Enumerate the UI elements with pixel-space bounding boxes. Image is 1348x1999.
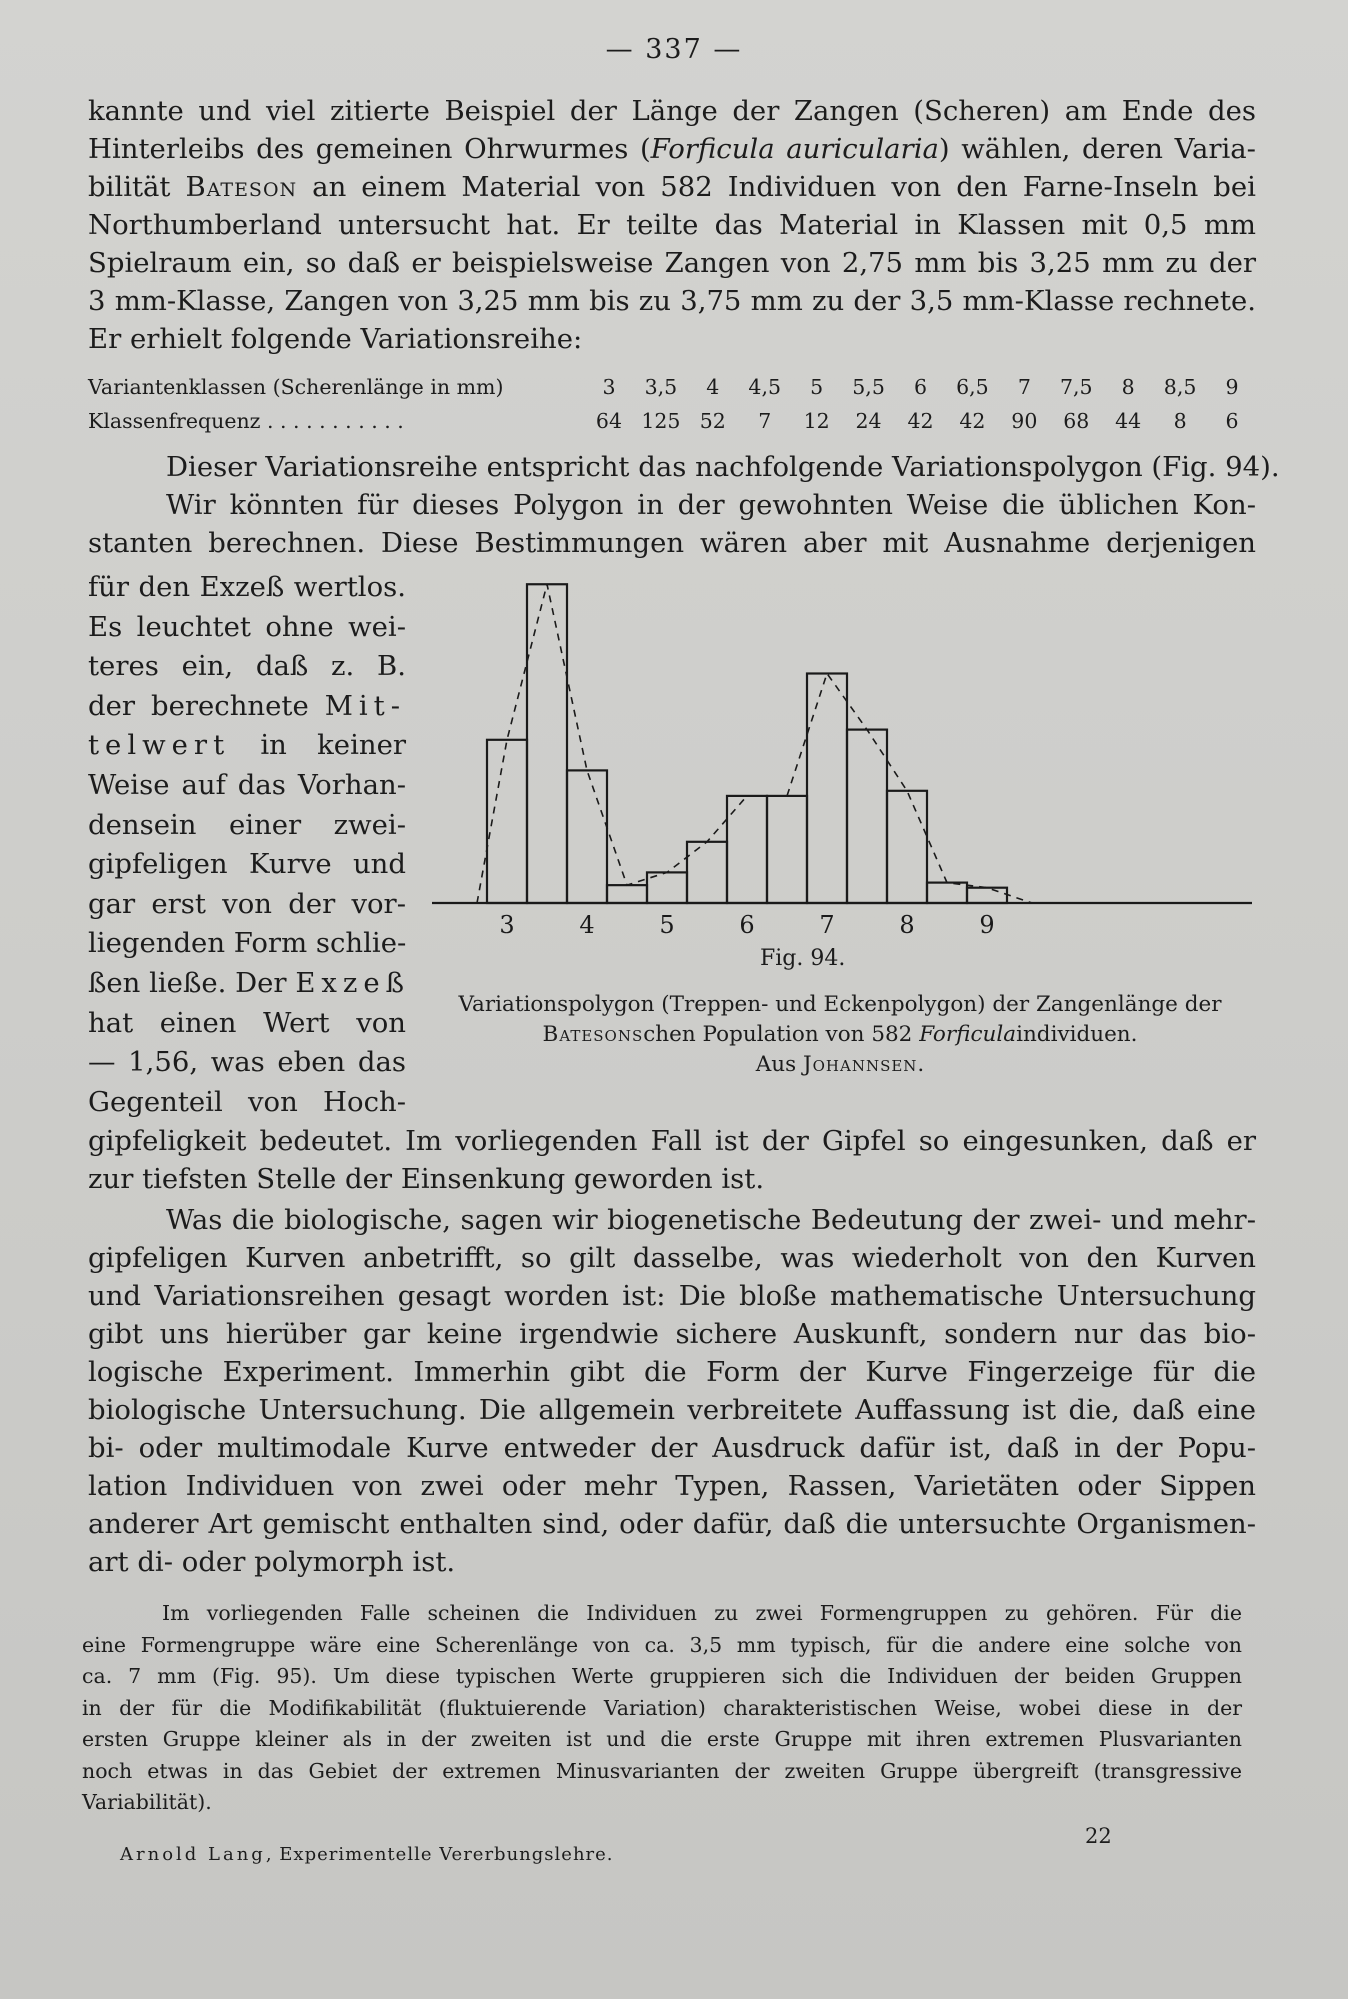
text-line: für den Exzeß wertlos. [88,571,406,603]
text-line: ersten Gruppe kleiner als in der zweiten ist und die erste Gruppe mit ihren extremen Plusvarianten [82,1727,1242,1751]
table-cell-class: 5,5 [852,375,885,399]
table-cell-frequency: 125 [641,409,681,433]
text-line: bilität Bateson an einem Material von 582 Individuen von den Farne-Inseln bei [88,171,1256,203]
page-number: — 337 — [605,34,743,65]
x-tick-label: 4 [579,911,595,939]
table-cell-frequency: 42 [959,409,986,433]
paragraph-small-print [82,1598,1242,1819]
text-line: art di- oder polymorph ist. [88,1546,456,1578]
table-cell-frequency: 90 [1011,409,1038,433]
text-line: Hinterleibs des gemeinen Ohrwurmes (Forficula auricularia) wählen, deren Varia- [88,133,1256,165]
text-line: biologische Untersuchung. Die allgemein verbreitete Auffassung ist die, daß eine [88,1394,1256,1426]
frequency-polygon-line [477,584,1032,903]
author-name: Bateson [185,171,298,203]
text-line: lation Individuen von zwei oder mehr Typen, Rassen, Varietäten oder Sippen [88,1470,1256,1502]
term-exzess: Exzeß [295,966,411,999]
table-cell-class: 7 [1017,375,1031,399]
text-line: noch etwas in das Gebiet der extremen Minusvarianten der zweiten Gruppe übergreift (transgressive [82,1758,1242,1783]
text-line: der berechnete Mit- [88,689,406,722]
table-cell-class: 4,5 [748,375,782,399]
text-line: ca. 7 mm (Fig. 95). Um diese typischen Werte gruppieren sich die Individuen der beiden Gruppen [82,1664,1242,1688]
text-line: telwert in keiner [88,729,406,762]
variation-polygon-figure [432,580,1252,939]
histogram-bar [687,842,727,903]
table-cell-class: 6 [913,375,928,399]
table-cell-class: 9 [1225,375,1239,399]
text-line: Wir könnten für dieses Polygon in der gewohnten Weise die üblichen Kon- [166,489,1256,521]
table-cell-class: 6,5 [956,375,989,399]
table-cell-class: 5 [810,375,824,399]
table-cell-class: 8,5 [1163,375,1197,399]
table-cell-frequency: 6 [1225,409,1239,433]
text-line: in der für die Modifikabilität (fluktuierende Variation) charakteristischen Weise, wobei diese in der [82,1695,1242,1720]
text-line: hat einen Wert von [88,1006,406,1039]
histogram-bar [607,885,647,903]
table-cell-frequency: 12 [803,409,830,433]
x-tick-label: 7 [819,911,835,939]
text-line: 3 mm-Klasse, Zangen von 3,25 mm bis zu 3,75 mm zu der 3,5 mm-Klasse rechnete. [88,285,1256,317]
text-line: zur tiefsten Stelle der Einsenkung geworden ist. [88,1163,765,1195]
text-line: stanten berechnen. Diese Bestimmungen wären aber mit Ausnahme derjenigen [88,527,1256,559]
term-mittelwert: Mit- [324,689,406,722]
x-tick-label: 3 [499,911,515,939]
text-line: Weise auf das Vorhan- [88,768,406,801]
table-cell-frequency: 68 [1063,409,1090,433]
text-line: teres ein, daß z. B. [88,650,406,683]
running-footer: Arnold Lang, Experimentelle Vererbungslehre. [120,1844,614,1865]
text-line: Northumberland untersucht hat. Er teilte das Material in Klassen mit 0,5 mm [88,209,1256,241]
table-cell-class: 3 [602,375,616,399]
paragraph-left-column [88,568,411,1122]
histogram-bar [767,796,807,903]
table-row-classes [88,370,1258,404]
text-line: liegenden Form schlie- [88,927,407,960]
term-mittelwert: telwert [88,729,231,762]
table-cell-frequency: 42 [907,409,934,433]
text-line: gar erst von der vor- [88,887,406,920]
caption-line: Batesonschen Population von 582 Forficulaindividuen. [542,1022,1138,1047]
text-line: und Variationsreihen gesagt worden ist: Die bloße mathematische Untersuchung [88,1280,1256,1312]
text-line: gipfeligen Kurven anbetrifft, so gilt dasselbe, was wiederholt von den Kurven [88,1242,1256,1274]
text-line: Im vorliegenden Falle scheinen die Individuen zu zwei Formengruppen zu gehören. Für die [162,1601,1242,1625]
text-line: Was die biologische, sagen wir biogenetische Bedeutung der zwei- und mehr- [166,1204,1256,1236]
text-line: kannte und viel zitierte Beispiel der Länge der Zangen (Scheren) am Ende des [88,95,1256,127]
table-cell-frequency: 44 [1115,409,1142,433]
sheet-number: 22 [1085,1824,1112,1848]
x-tick-label: 6 [739,911,755,939]
caption-line: Variationspolygon (Treppen- und Eckenpolygon) der Zangenlänge der [458,992,1222,1017]
histogram-bar [847,730,887,903]
text-line: gipfeligkeit bedeutet. Im vorliegenden Fall ist der Gipfel so eingesunken, daß er [88,1125,1256,1157]
paragraph-continuation [88,1122,1256,1198]
histogram-bar [567,770,607,903]
variation-table [88,370,1258,438]
text-line: Spielraum ein, so daß er beispielsweise Zangen von 2,75 mm bis 3,25 mm zu der [88,247,1256,279]
histogram-bar [807,674,847,904]
x-tick-label: 5 [659,911,675,939]
text-line: ßen ließe. Der Exzeß [88,966,411,999]
histogram-bar [887,791,927,903]
paragraph-polygon [88,448,1280,562]
histogram-bar [527,584,567,903]
paragraph-intro [88,92,1256,358]
text-line: eine Formengruppe wäre eine Scherenlänge von ca. 3,5 mm typisch, für die andere eine solche von [82,1632,1242,1657]
text-line: Dieser Variationsreihe entspricht das nachfolgende Variationspolygon (Fig. 94). [166,451,1280,483]
row-label: Variantenklassen (Scherenlänge in mm) [88,375,504,399]
text-line: gipfeligen Kurve und [88,848,406,881]
figure-label: Fig. 94. [760,946,846,971]
text-line: densein einer zwei- [88,808,406,841]
table-cell-class: 4 [706,375,720,399]
text-line: gibt uns hierüber gar keine irgendwie sichere Auskunft, sondern nur das bio- [88,1318,1256,1350]
text-line: Variabilität). [82,1790,212,1814]
text-line: — 1,56, was eben das [88,1046,406,1079]
table-row-frequencies [88,404,1258,438]
text-line: Gegenteil von Hoch- [88,1085,406,1118]
table-cell-frequency: 7 [758,409,772,433]
text-line: Er erhielt folgende Variationsreihe: [88,323,583,355]
histogram-bar [967,888,1007,903]
histogram-bar [927,883,967,903]
text-line: bi- oder multimodale Kurve entweder der Ausdruck dafür ist, daß in der Popu- [88,1432,1256,1464]
histogram-bar [487,740,527,903]
table-cell-class: 7,5 [1059,375,1093,399]
paragraph-biological [88,1201,1256,1581]
text-line: logische Experiment. Immerhin gibt die Form der Kurve Fingerzeige für die [88,1356,1256,1388]
table-cell-frequency: 24 [855,409,882,433]
x-tick-label: 8 [899,911,915,939]
table-cell-class: 3,5 [644,375,678,399]
table-cell-class: 8 [1121,375,1135,399]
caption-line: Aus Johannsen. [755,1052,925,1077]
text-line: anderer Art gemischt enthalten sind, oder dafür, daß die untersuchte Organismen- [88,1508,1256,1540]
text-line: Es leuchtet ohne wei- [88,610,406,643]
row-label: Klassenfrequenz . . . . . . . . . . . [88,409,404,433]
x-tick-label: 9 [979,911,995,939]
table-cell-frequency: 52 [699,409,726,433]
species-name: Forficula auricularia [650,133,939,165]
table-cell-frequency: 64 [595,409,622,433]
figure-caption [425,990,1255,1080]
table-cell-frequency: 8 [1173,409,1187,433]
